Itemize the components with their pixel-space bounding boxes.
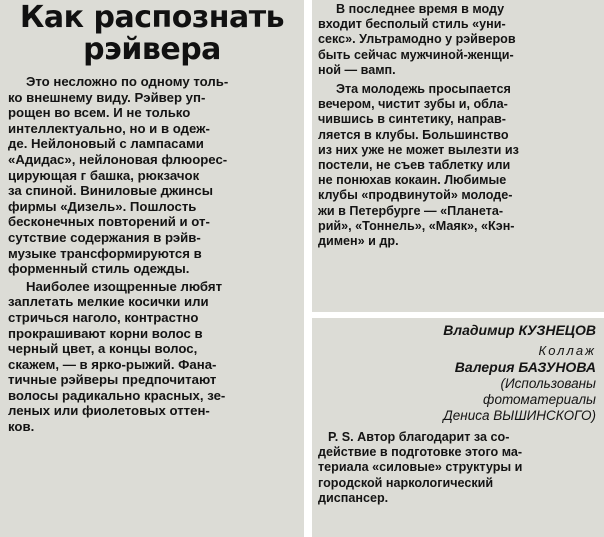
text-line: де. Нейлоновый с лампасами — [8, 136, 204, 152]
text-line: димен» и др. — [318, 234, 399, 249]
text-line: черный цвет, а концы волос, — [8, 341, 198, 357]
text-line: быть сейчас мужчиной-женщи- — [318, 47, 514, 62]
text-line: цирующая г башка, рюкзачок — [8, 167, 200, 183]
text-line: входит бесполый стиль «уни- — [318, 17, 506, 32]
ps-line: действие в подготовке этого ма- — [318, 445, 523, 460]
credits-block — [318, 322, 596, 506]
postscript — [318, 430, 596, 506]
headline-line-1: Как распознать — [19, 0, 285, 35]
photo-note-line: Дениса ВЫШИНСКОГО) — [443, 408, 596, 423]
text-line: Это несложно по одному толь- — [26, 74, 229, 89]
photo-note-line: фотоматериалы — [483, 392, 596, 407]
text-line: прокрашивают корни волос в — [8, 325, 203, 341]
text-line: ко внешнему виду. Рэйвер уп- — [8, 89, 206, 105]
ps-line: териала «силовые» структуры и — [318, 460, 523, 475]
text-line: жи в Петербурге — «Планета- — [318, 203, 504, 218]
text-line: секс». Ультрамодно у рэйверов — [318, 32, 516, 47]
text-line: тичные рэйверы предпочитают — [8, 372, 217, 388]
text-line: ков. — [8, 419, 35, 435]
collage-label: Коллаж — [538, 343, 596, 358]
text-line: за спиной. Виниловые джинсы — [8, 183, 213, 199]
author-credit: Владимир КУЗНЕЦОВ — [443, 322, 596, 338]
text-line: клубы «продвинутой» молоде- — [318, 188, 513, 203]
text-line: ляется в клубы. Большинство — [318, 127, 509, 142]
text-line: форменный стиль одежды. — [8, 261, 190, 277]
headline-line-2: рэйвера — [83, 32, 221, 67]
text-line: рий», «Тоннель», «Маяк», «Кэн- — [318, 218, 515, 233]
text-line: из них уже не может вылезти из — [318, 142, 519, 157]
text-line: вечером, чистит зубы и, обла- — [318, 97, 508, 112]
ps-line: городской наркологический — [318, 475, 494, 490]
ps-line: P. S. Автор благодарит за со- — [328, 430, 510, 444]
left-column-text — [8, 74, 296, 435]
text-line: заплетать мелкие косички или — [8, 294, 209, 310]
collage-author: Валерия БАЗУНОВА — [454, 359, 596, 375]
text-line: не понюхав кокаин. Любимые — [318, 173, 507, 188]
text-line: сутствие содержания в рэйв- — [8, 229, 201, 245]
text-line: волосы радикально красных, зе- — [8, 387, 226, 403]
text-line: леных или фиолетовых оттен- — [8, 403, 210, 419]
text-line: Эта молодежь просыпается — [336, 82, 511, 97]
text-line: интеллектуально, но и в одеж- — [8, 120, 210, 136]
text-line: В последнее время в моду — [336, 2, 505, 16]
text-line: музыке трансформируются в — [8, 245, 202, 261]
photo-note-line: (Использованы — [500, 376, 596, 391]
text-line: чившись в синтетику, направ- — [318, 112, 506, 127]
text-line: скажем, — в ярко-рыжий. Фана- — [8, 356, 217, 372]
ps-line: диспансер. — [318, 490, 389, 505]
text-line: бесконечных повторений и от- — [8, 214, 210, 230]
text-line: «Адидас», нейлоновая флюорес- — [8, 151, 228, 167]
text-line: фирмы «Дизель». Пошлость — [8, 198, 197, 214]
text-line: ной — вамп. — [318, 62, 396, 77]
text-line: рощен во всем. И не только — [8, 105, 191, 121]
text-line: постели, не съев таблетку или — [318, 158, 511, 173]
text-line: стричься наголо, контрастно — [8, 309, 199, 325]
article-headline — [6, 2, 298, 66]
text-line: Наиболее изощренные любят — [26, 278, 223, 294]
right-column-text — [318, 2, 596, 249]
